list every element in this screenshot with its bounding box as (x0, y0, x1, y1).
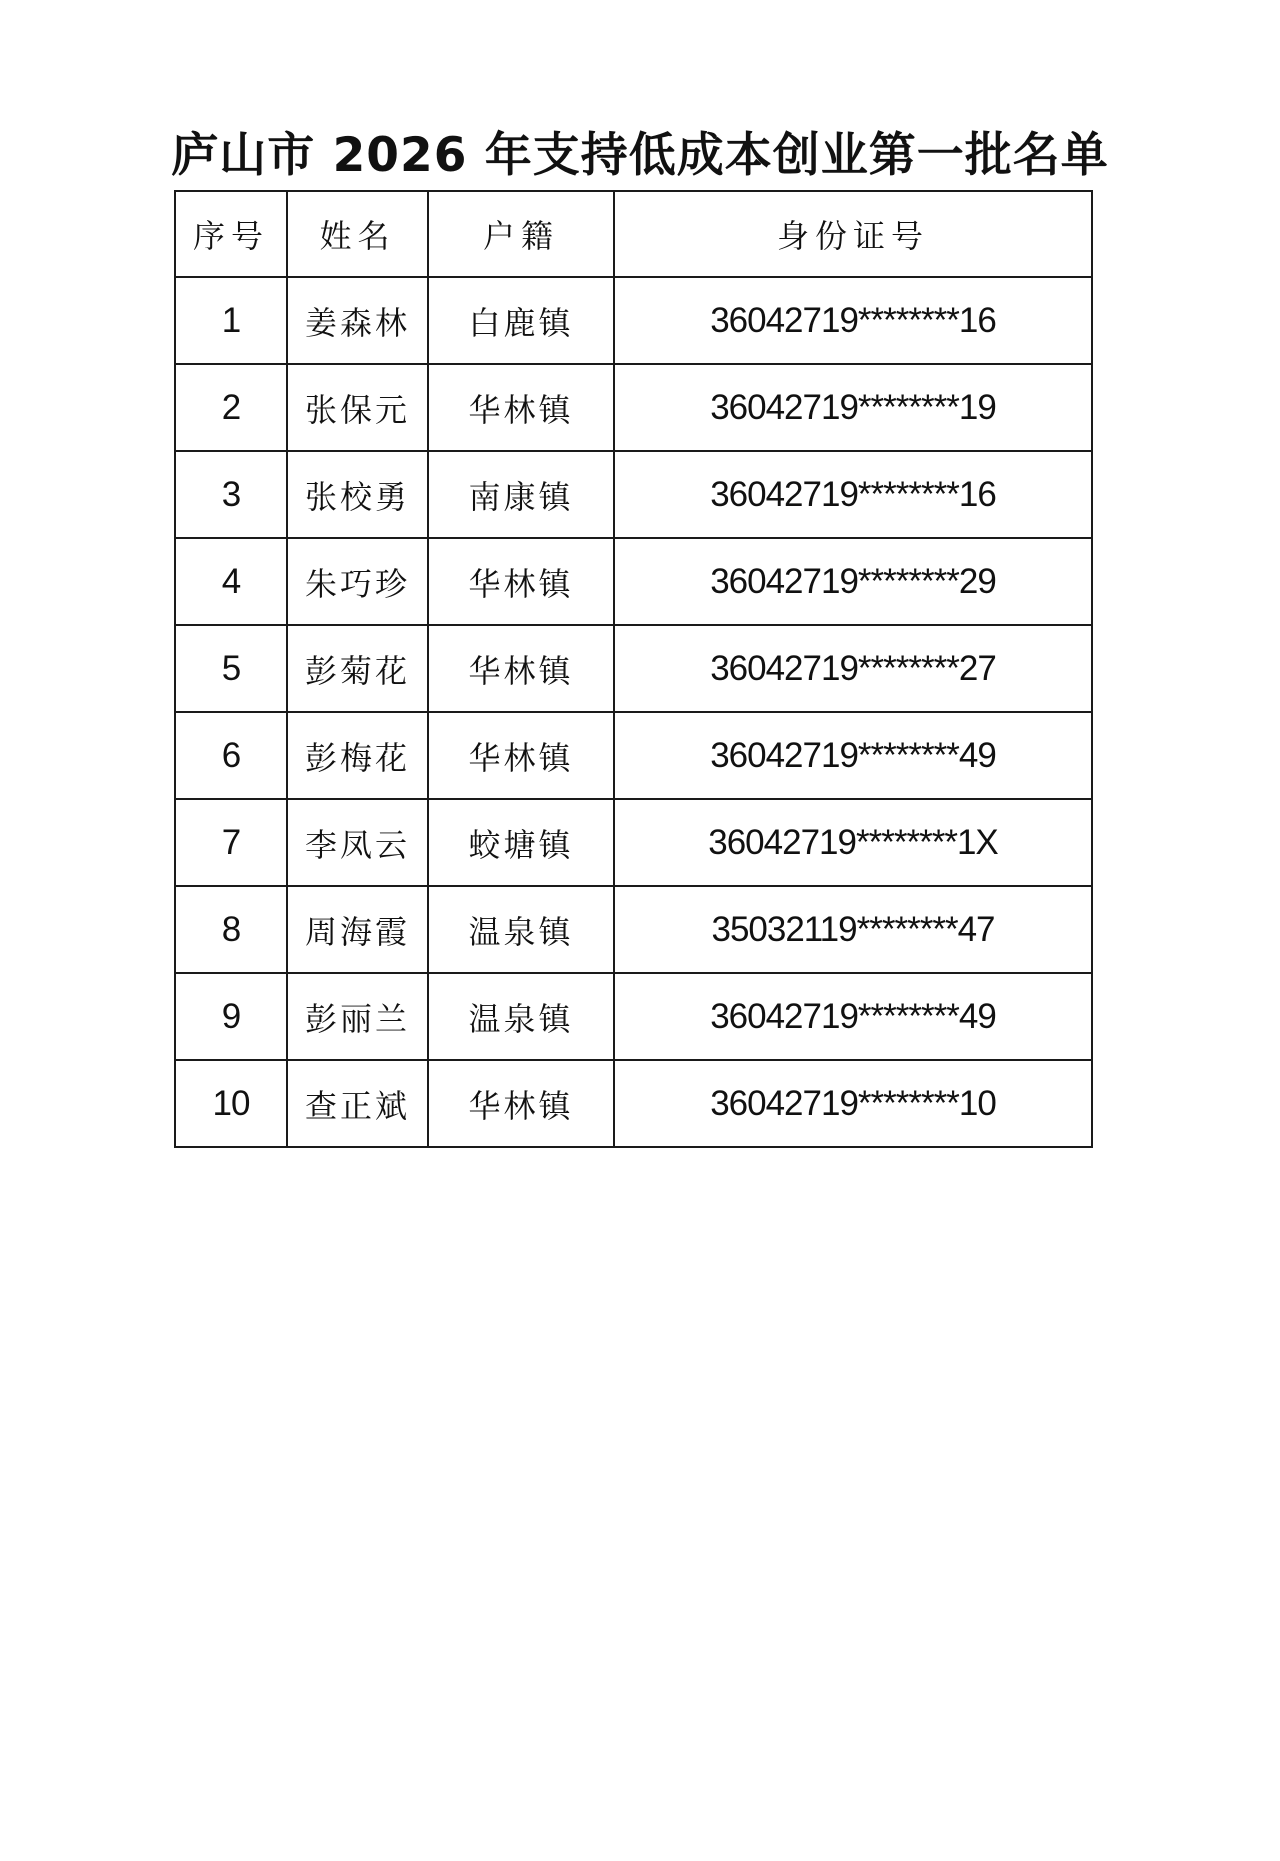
table-row (175, 973, 1092, 1060)
header-household-registration: 户籍 (428, 191, 614, 277)
header-id-number: 身份证号 (614, 191, 1092, 277)
table-row (175, 538, 1092, 625)
id-number-cell: 36042719********29 (614, 538, 1092, 625)
name-cell: 彭菊花 (287, 625, 428, 712)
header-serial-number: 序号 (175, 191, 287, 277)
name-cell: 彭梅花 (287, 712, 428, 799)
id-number-cell: 35032119********47 (614, 886, 1092, 973)
serial-number-cell: 10 (175, 1060, 287, 1147)
serial-number-cell: 9 (175, 973, 287, 1060)
household-registration-cell: 华林镇 (428, 1060, 614, 1147)
table-header (175, 191, 1092, 277)
table-row (175, 712, 1092, 799)
serial-number-cell: 3 (175, 451, 287, 538)
household-registration-cell: 华林镇 (428, 538, 614, 625)
id-number-cell: 36042719********27 (614, 625, 1092, 712)
serial-number-cell: 5 (175, 625, 287, 712)
household-registration-cell: 白鹿镇 (428, 277, 614, 364)
id-number-cell: 36042719********16 (614, 451, 1092, 538)
serial-number-cell: 1 (175, 277, 287, 364)
table-body (175, 277, 1092, 1147)
id-number-cell: 36042719********1X (614, 799, 1092, 886)
name-cell: 张保元 (287, 364, 428, 451)
table-row (175, 799, 1092, 886)
name-cell: 朱巧珍 (287, 538, 428, 625)
name-cell: 查正斌 (287, 1060, 428, 1147)
page-title: 庐山市 2026 年支持低成本创业第一批名单 (171, 128, 1109, 183)
name-cell: 张校勇 (287, 451, 428, 538)
id-number-cell: 36042719********19 (614, 364, 1092, 451)
serial-number-cell: 2 (175, 364, 287, 451)
household-registration-cell: 华林镇 (428, 364, 614, 451)
household-registration-cell: 温泉镇 (428, 973, 614, 1060)
table-row (175, 1060, 1092, 1147)
serial-number-cell: 8 (175, 886, 287, 973)
header-row (175, 191, 1092, 277)
name-cell: 周海霞 (287, 886, 428, 973)
id-number-cell: 36042719********49 (614, 712, 1092, 799)
serial-number-cell: 4 (175, 538, 287, 625)
name-cell: 姜森林 (287, 277, 428, 364)
table-row (175, 364, 1092, 451)
household-registration-cell: 华林镇 (428, 625, 614, 712)
id-number-cell: 36042719********16 (614, 277, 1092, 364)
id-number-cell: 36042719********49 (614, 973, 1092, 1060)
household-registration-cell: 蛟塘镇 (428, 799, 614, 886)
table-row (175, 886, 1092, 973)
id-number-cell: 36042719********10 (614, 1060, 1092, 1147)
household-registration-cell: 温泉镇 (428, 886, 614, 973)
table-row (175, 451, 1092, 538)
name-cell: 彭丽兰 (287, 973, 428, 1060)
household-registration-cell: 南康镇 (428, 451, 614, 538)
serial-number-cell: 6 (175, 712, 287, 799)
roster-table (174, 190, 1093, 1148)
serial-number-cell: 7 (175, 799, 287, 886)
name-cell: 李凤云 (287, 799, 428, 886)
table-row (175, 277, 1092, 364)
header-name: 姓名 (287, 191, 428, 277)
table-row (175, 625, 1092, 712)
household-registration-cell: 华林镇 (428, 712, 614, 799)
